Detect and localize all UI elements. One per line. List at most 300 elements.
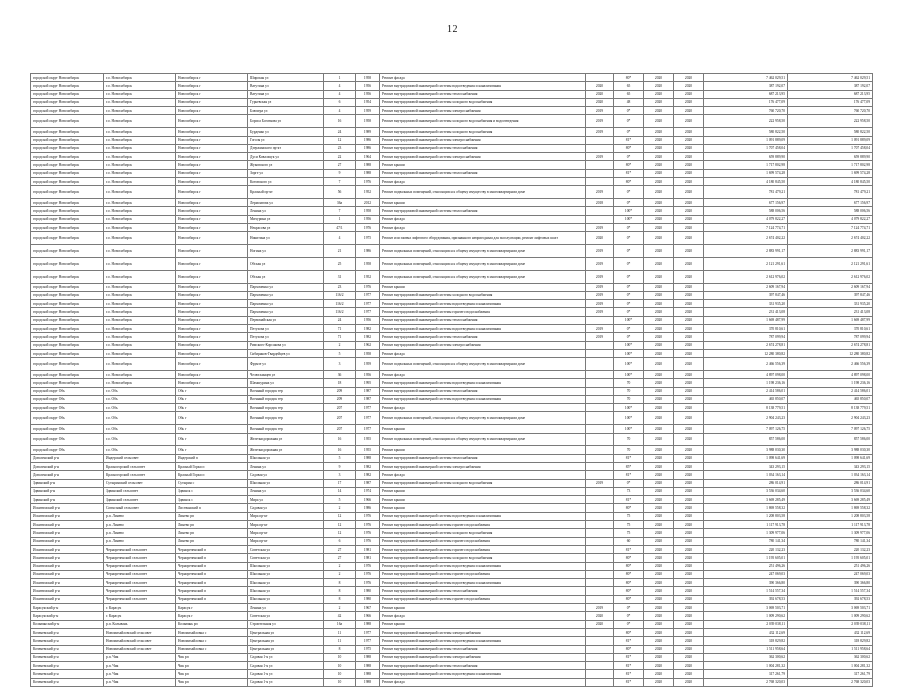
cell-work-type: Ремонт внутридомовой инженерной системы теплоснабжения <box>380 587 586 595</box>
cell-street: Гоголя ул <box>248 136 324 144</box>
cell-locality: Новосибирск г <box>176 90 248 98</box>
cell-plan-end: 2020 <box>674 379 704 387</box>
cell-year: 1952 <box>356 186 380 199</box>
cell-year: 1988 <box>356 169 380 177</box>
table-row <box>31 662 873 670</box>
table-row <box>31 349 873 357</box>
cell-plan-start: 2020 <box>644 128 674 136</box>
table-row <box>31 107 873 115</box>
cell-wear: 100* <box>614 412 644 425</box>
cell-house: 21 <box>324 245 356 258</box>
cell-plan-start: 2020 <box>644 425 674 433</box>
cell-house: 2 <box>324 341 356 349</box>
cell-cost: 7 097 126,75 <box>704 425 788 433</box>
cell-settlement: г.о. Новосибирск <box>104 98 176 106</box>
cell-plan-start: 2020 <box>644 412 674 425</box>
cell-last-repair-year <box>586 587 614 595</box>
table-row <box>31 115 873 128</box>
cell-wear: 0* <box>614 612 644 620</box>
table-row <box>31 579 873 587</box>
cell-plan-start: 2020 <box>644 207 674 215</box>
cell-plan-end: 2020 <box>674 404 704 412</box>
cell-work-type: Ремонт подвальных помещений, относящихся к общему имуществу в многоквартирном доме <box>380 270 586 283</box>
cell-total-cost: 2 121 291,61 <box>788 257 873 270</box>
cell-last-repair-year <box>586 136 614 144</box>
cell-house: 12 <box>324 529 356 537</box>
table-row <box>31 487 873 495</box>
cell-work-type: Ремонт внутридомовой инженерной системы холодного водоснабжения <box>380 479 586 487</box>
cell-wear: 80* <box>614 504 644 512</box>
cell-locality: Колывань рп <box>176 620 248 628</box>
cell-plan-start: 2020 <box>644 90 674 98</box>
cell-municipality: городской округ Новосибирск <box>31 358 104 371</box>
cell-cost: 251 496,26 <box>704 562 788 570</box>
cell-settlement: г.о. Новосибирск <box>104 128 176 136</box>
cell-cost: 1 004 281,32 <box>704 662 788 670</box>
cell-settlement: Здвинский сельсовет <box>104 496 176 504</box>
cell-wear: 0* <box>614 199 644 207</box>
cell-plan-end: 2020 <box>674 587 704 595</box>
cell-total-cost: 787 099,94 <box>788 333 873 341</box>
cell-work-type: Ремонт внутридомовой инженерной системы теплоснабжения <box>380 90 586 98</box>
table-row <box>31 161 873 169</box>
cell-settlement: г.о. Новосибирск <box>104 207 176 215</box>
cell-cost: 2 609 167,94 <box>704 283 788 291</box>
cell-street: Котовского ул <box>248 178 324 186</box>
cell-year: 1959 <box>356 358 380 371</box>
cell-settlement: г.о. Новосибирск <box>104 371 176 379</box>
cell-cost: 2 414 586,01 <box>704 387 788 395</box>
cell-municipality: Искитимский р-н <box>31 529 104 537</box>
cell-year: 1958 <box>356 74 380 82</box>
cell-wear: 80* <box>614 579 644 587</box>
cell-street: Школьная ул <box>248 570 324 578</box>
table-row <box>31 341 873 349</box>
cell-cost: 857 586,00 <box>704 433 788 446</box>
cell-locality: Новосибирск г <box>176 207 248 215</box>
cell-total-cost: 432 112,69 <box>788 628 873 636</box>
cell-plan-start: 2020 <box>644 628 674 636</box>
cell-settlement: г.о. Новосибирск <box>104 232 176 245</box>
cell-settlement: Сутыринский сельсовет <box>104 479 176 487</box>
table-row <box>31 637 873 645</box>
cell-plan-end: 2020 <box>674 74 704 82</box>
cell-house: 7 <box>324 207 356 215</box>
cell-street: Гурьевская ул <box>248 98 324 106</box>
cell-cost: 1 309 977,06 <box>704 529 788 537</box>
cell-last-repair-year: 2019 <box>586 270 614 283</box>
cell-settlement: г.о. Обь <box>104 425 176 433</box>
cell-cost: 1 514 557,34 <box>704 587 788 595</box>
cell-locality: Новосибирск г <box>176 291 248 299</box>
cell-work-type: Ремонт фасада <box>380 471 586 479</box>
cell-house: 31 <box>324 270 356 283</box>
cell-municipality: городской округ Новосибирск <box>31 90 104 98</box>
cell-street: Пархоменко ул <box>248 300 324 308</box>
cell-municipality: Коченевский р-н <box>31 653 104 661</box>
cell-work-type: Ремонт внутридомовой инженерной системы теплоснабжения <box>380 169 586 177</box>
cell-total-cost: 12 280 380,82 <box>788 349 873 357</box>
cell-municipality: Здвинский р-н <box>31 487 104 495</box>
cell-work-type: Ремонт внутридомовой инженерной системы холодного водоснабжения <box>380 128 586 136</box>
cell-cost: 2 039 038,11 <box>704 620 788 628</box>
cell-municipality: городской округ Обь <box>31 425 104 433</box>
cell-house: 16 <box>324 446 356 454</box>
cell-plan-end: 2020 <box>674 653 704 661</box>
cell-municipality: городской округ Новосибирск <box>31 300 104 308</box>
cell-plan-start: 2020 <box>644 433 674 446</box>
cell-locality: Чернореченский п <box>176 562 248 570</box>
cell-total-cost: 220 132,23 <box>788 545 873 553</box>
table-row <box>31 570 873 578</box>
cell-locality: Линево рп <box>176 521 248 529</box>
cell-plan-start: 2020 <box>644 333 674 341</box>
cell-total-cost: 2 768 320,03 <box>788 678 873 686</box>
cell-last-repair-year <box>586 645 614 653</box>
cell-last-repair-year <box>586 371 614 379</box>
cell-total-cost: 390 366,80 <box>788 579 873 587</box>
cell-cost: 760 720,70 <box>704 107 788 115</box>
cell-locality: Здвинск с <box>176 487 248 495</box>
cell-house: 36а <box>324 199 356 207</box>
cell-year: 1988 <box>356 454 380 462</box>
cell-street: Лермонтова ул <box>248 199 324 207</box>
cell-wear: 80* <box>614 645 644 653</box>
cell-locality: Новосибирск г <box>176 115 248 128</box>
cell-year: 1976 <box>356 529 380 537</box>
cell-locality: Новосибирск г <box>176 349 248 357</box>
cell-cost: 4 180 845,50 <box>704 178 788 186</box>
cell-plan-start: 2020 <box>644 270 674 283</box>
table-row <box>31 529 873 537</box>
cell-year: 1986 <box>356 144 380 152</box>
cell-year: 1952 <box>356 270 380 283</box>
cell-work-type: Ремонт внутридомовой инженерной системы теплоснабжения <box>380 387 586 395</box>
cell-total-cost: 1 198 236,16 <box>788 379 873 387</box>
cell-municipality: Искитимский р-н <box>31 579 104 587</box>
cell-street: Петухова ул <box>248 333 324 341</box>
cell-locality: Линево рп <box>176 512 248 520</box>
cell-street: Советская ул <box>248 545 324 553</box>
table-row <box>31 645 873 653</box>
cell-total-cost: 1 009 290,62 <box>788 612 873 620</box>
table-row <box>31 283 873 291</box>
table-row <box>31 169 873 177</box>
table-row <box>31 521 873 529</box>
cell-street: Школьная ул <box>248 479 324 487</box>
cell-locality: Обь г <box>176 425 248 433</box>
cell-plan-end: 2020 <box>674 161 704 169</box>
cell-plan-start: 2020 <box>644 178 674 186</box>
cell-work-type: Ремонт подвальных помещений, относящихся к общему имуществу в многоквартирном доме <box>380 245 586 258</box>
cell-plan-end: 2020 <box>674 224 704 232</box>
cell-municipality: городской округ Новосибирск <box>31 74 104 82</box>
cell-last-repair-year <box>586 579 614 587</box>
cell-total-cost: 760 720,70 <box>788 107 873 115</box>
cell-total-cost: 7 097 126,75 <box>788 425 873 433</box>
cell-house: 4 <box>324 82 356 90</box>
cell-last-repair-year <box>586 169 614 177</box>
cell-street: Военный городок тер <box>248 404 324 412</box>
cell-settlement: г.о. Обь <box>104 433 176 446</box>
table-row <box>31 82 873 90</box>
cell-work-type: Ремонт внутридомовой инженерной системы горячего водоснабжения <box>380 537 586 545</box>
cell-work-type: Ремонт внутридомовой инженерной системы водоотведения и канализования <box>380 562 586 570</box>
cell-plan-end: 2020 <box>674 545 704 553</box>
cell-house: 10 <box>324 670 356 678</box>
cell-year: 1976 <box>356 570 380 578</box>
cell-settlement: Новомихайловский сельсовет <box>104 645 176 653</box>
cell-plan-end: 2020 <box>674 537 704 545</box>
cell-plan-start: 2020 <box>644 186 674 199</box>
cell-plan-start: 2020 <box>644 107 674 115</box>
table-row <box>31 471 873 479</box>
cell-house: 56 <box>324 186 356 199</box>
cell-locality: Красный Горки п <box>176 462 248 470</box>
cell-plan-end: 2020 <box>674 454 704 462</box>
page-number: 12 <box>447 24 458 35</box>
cell-work-type: Ремонт фасада <box>380 74 586 82</box>
cell-street: Садовая 1-я ул <box>248 678 324 686</box>
cell-work-type: Ремонт внутридомовой инженерной системы электроснабжения <box>380 628 586 636</box>
cell-work-type: Ремонт фасада <box>380 224 586 232</box>
cell-plan-start: 2020 <box>644 545 674 553</box>
cell-work-type: Ремонт внутридомовой инженерной системы горячего водоснабжения <box>380 595 586 603</box>
cell-house: 4 <box>324 232 356 245</box>
cell-settlement: г.о. Новосибирск <box>104 199 176 207</box>
cell-settlement: г.о. Новосибирск <box>104 270 176 283</box>
cell-locality: Новосибирск г <box>176 178 248 186</box>
cell-cost: 2 121 291,61 <box>704 257 788 270</box>
cell-street: Советская ул <box>248 612 324 620</box>
cell-locality: Обь г <box>176 387 248 395</box>
cell-street: Мира пр-кт <box>248 521 324 529</box>
cell-locality: Карасук г <box>176 604 248 612</box>
cell-total-cost: 2 904 243,23 <box>788 412 873 425</box>
cell-municipality: городской округ Новосибирск <box>31 333 104 341</box>
cell-plan-end: 2020 <box>674 207 704 215</box>
cell-total-cost: 1 717 802,98 <box>788 161 873 169</box>
cell-settlement: Здвинский сельсовет <box>104 487 176 495</box>
cell-house: 24 <box>324 128 356 136</box>
table-row <box>31 232 873 245</box>
cell-last-repair-year <box>586 653 614 661</box>
cell-locality: Новосибирск г <box>176 245 248 258</box>
cell-municipality: городской округ Обь <box>31 446 104 454</box>
cell-settlement: Чернореченский сельсовет <box>104 579 176 587</box>
cell-last-repair-year <box>586 562 614 570</box>
cell-year: 1976 <box>356 537 380 545</box>
cell-wear: 81* <box>614 169 644 177</box>
cell-plan-start: 2020 <box>644 371 674 379</box>
cell-locality: Обь г <box>176 446 248 454</box>
cell-street: Сибиряков-Гвардейцев ул <box>248 349 324 357</box>
cell-locality: Карасук г <box>176 612 248 620</box>
table-row <box>31 404 873 412</box>
cell-street: Школьная ул <box>248 579 324 587</box>
cell-plan-end: 2020 <box>674 153 704 161</box>
cell-total-cost: 176 477,09 <box>788 98 873 106</box>
cell-last-repair-year <box>586 462 614 470</box>
cell-cost: 2 674 402,22 <box>704 232 788 245</box>
cell-wear: 0* <box>614 604 644 612</box>
cell-work-type: Ремонт крыши <box>380 604 586 612</box>
cell-wear: 81* <box>614 545 644 553</box>
cell-last-repair-year <box>586 395 614 403</box>
cell-cost: 12 280 380,82 <box>704 349 788 357</box>
cell-street: Ватутина ул <box>248 90 324 98</box>
cell-settlement: Красногорский сельсовет <box>104 462 176 470</box>
cell-cost: 7 462 029,51 <box>704 74 788 82</box>
table-row <box>31 153 873 161</box>
table-row <box>31 620 873 628</box>
cell-plan-start: 2020 <box>644 358 674 371</box>
cell-total-cost: 677 156,97 <box>788 199 873 207</box>
cell-settlement: Красногорский сельсовет <box>104 471 176 479</box>
table-row <box>31 562 873 570</box>
cell-work-type: Ремонт внутридомовой инженерной системы теплоснабжения <box>380 454 586 462</box>
cell-cost: 687 213,95 <box>704 90 788 98</box>
cell-municipality: городской округ Новосибирск <box>31 215 104 223</box>
cell-plan-start: 2020 <box>644 554 674 562</box>
cell-last-repair-year: 2019 <box>586 283 614 291</box>
cell-wear: 0* <box>614 291 644 299</box>
cell-plan-end: 2020 <box>674 645 704 653</box>
cell-municipality: Искитимский р-н <box>31 512 104 520</box>
table-row <box>31 653 873 661</box>
cell-year: 1982 <box>356 333 380 341</box>
table-row <box>31 215 873 223</box>
cell-street: Садовая 1-я ул <box>248 653 324 661</box>
cell-plan-start: 2020 <box>644 224 674 232</box>
cell-plan-end: 2020 <box>674 504 704 512</box>
cell-municipality: городской округ Новосибирск <box>31 308 104 316</box>
cell-work-type: Ремонт внутридомовой инженерной системы холодного водоснабжения <box>380 529 586 537</box>
cell-cost: 222 958,50 <box>704 115 788 128</box>
cell-last-repair-year: 2019 <box>586 153 614 161</box>
cell-cost: 465 850,07 <box>704 395 788 403</box>
cell-last-repair-year <box>586 512 614 520</box>
cell-last-repair-year <box>586 144 614 152</box>
cell-plan-end: 2020 <box>674 387 704 395</box>
cell-house: 207 <box>324 412 356 425</box>
cell-street: Бориса Богаткова ул <box>248 115 324 128</box>
cell-year: 1958 <box>356 207 380 215</box>
table-row <box>31 199 873 207</box>
cell-municipality: городской округ Новосибирск <box>31 153 104 161</box>
cell-year: 1981 <box>356 545 380 553</box>
cell-house: 23 <box>324 144 356 152</box>
cell-year: 1955 <box>356 446 380 454</box>
cell-street: Зорге ул <box>248 169 324 177</box>
cell-house: 27 <box>324 554 356 562</box>
cell-wear: 81* <box>614 662 644 670</box>
cell-last-repair-year <box>586 554 614 562</box>
cell-plan-end: 2020 <box>674 425 704 433</box>
cell-plan-end: 2020 <box>674 300 704 308</box>
cell-street: Мира ул <box>248 496 324 504</box>
cell-locality: Новосибирск г <box>176 333 248 341</box>
cell-municipality: городской округ Новосибирск <box>31 186 104 199</box>
cell-municipality: городской округ Новосибирск <box>31 82 104 90</box>
cell-house: 5 <box>324 349 356 357</box>
cell-last-repair-year <box>586 487 614 495</box>
cell-cost: 370 810,61 <box>704 325 788 333</box>
cell-work-type: Ремонт внутридомовой инженерной системы электроснабжения <box>380 107 586 115</box>
cell-plan-start: 2020 <box>644 637 674 645</box>
cell-plan-start: 2020 <box>644 446 674 454</box>
cell-cost: 588 006,56 <box>704 207 788 215</box>
cell-cost: 1 117 913,78 <box>704 521 788 529</box>
cell-cost: 2 674 278,81 <box>704 341 788 349</box>
cell-plan-start: 2020 <box>644 74 674 82</box>
cell-total-cost: 331 935,20 <box>788 300 873 308</box>
cell-year: 1977 <box>356 300 380 308</box>
register-sheet <box>30 73 872 687</box>
cell-year: 1956 <box>356 90 380 98</box>
cell-street: Римского-Корсакова ул <box>248 341 324 349</box>
cell-municipality: Коченевский р-н <box>31 637 104 645</box>
cell-last-repair-year <box>586 471 614 479</box>
cell-total-cost: 392 678,53 <box>788 595 873 603</box>
cell-house: 9 <box>324 169 356 177</box>
cell-cost: 4 897 098,00 <box>704 371 788 379</box>
cell-work-type: Ремонт внутридомовой инженерной системы водоотведения и канализования <box>380 512 586 520</box>
cell-settlement: р.п. Линево <box>104 521 176 529</box>
cell-wear: 80* <box>614 562 644 570</box>
cell-municipality: Искитимский р-н <box>31 504 104 512</box>
cell-last-repair-year: 2019 <box>586 128 614 136</box>
cell-locality: Новосибирск г <box>176 358 248 371</box>
cell-year: 1977 <box>356 291 380 299</box>
cell-settlement: Индерский сельсовет <box>104 454 176 462</box>
table-row <box>31 245 873 258</box>
cell-work-type: Ремонт крыши <box>380 425 586 433</box>
cell-settlement: г.о. Новосибирск <box>104 358 176 371</box>
cell-plan-start: 2020 <box>644 395 674 403</box>
cell-work-type: Ремонт внутридомовой инженерной системы теплоснабжения <box>380 144 586 152</box>
cell-settlement: г.о. Новосибирск <box>104 153 176 161</box>
cell-wear: 81* <box>614 678 644 686</box>
cell-last-repair-year <box>586 316 614 324</box>
cell-house: 207 <box>324 404 356 412</box>
cell-last-repair-year <box>586 387 614 395</box>
table-row <box>31 678 873 686</box>
cell-wear: 0* <box>614 224 644 232</box>
table-row <box>31 224 873 232</box>
cell-municipality: городской округ Новосибирск <box>31 128 104 136</box>
cell-locality: Новосибирск г <box>176 270 248 283</box>
cell-plan-end: 2020 <box>674 169 704 177</box>
cell-house: 5 <box>324 496 356 504</box>
cell-locality: Новосибирск г <box>176 153 248 161</box>
cell-plan-start: 2020 <box>644 562 674 570</box>
table-row <box>31 387 873 395</box>
cell-municipality: Доволенский р-н <box>31 454 104 462</box>
cell-work-type: Ремонт подвальных помещений, относящихся к общему имуществу в многоквартирном доме <box>380 433 586 446</box>
cell-street: Пархоменко ул <box>248 283 324 291</box>
cell-municipality: городской округ Обь <box>31 412 104 425</box>
cell-wear: 80* <box>614 628 644 636</box>
cell-locality: Новосибирск г <box>176 186 248 199</box>
cell-house: 12 <box>324 136 356 144</box>
table-row <box>31 136 873 144</box>
cell-year: 1980 <box>356 595 380 603</box>
cell-municipality: Доволенский р-н <box>31 471 104 479</box>
cell-municipality: городской округ Новосибирск <box>31 257 104 270</box>
cell-municipality: Здвинский р-н <box>31 479 104 487</box>
cell-year: 1988 <box>356 620 380 628</box>
